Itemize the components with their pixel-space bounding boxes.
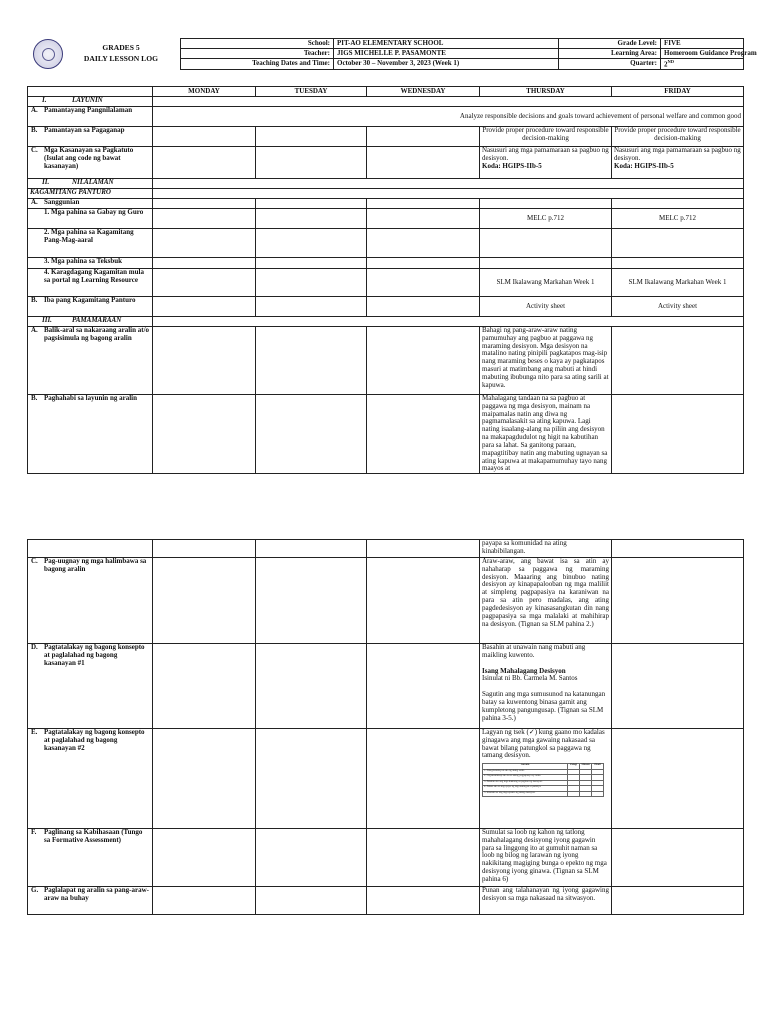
application-activity-thursday: Punan ang talahanayan ng iyong gagawing desisyon sa mga nakasaad na sitwasyon. [480, 887, 612, 915]
checklist-item: 5. Inaalam ko ang mga epekto ng aking desisyon. [483, 791, 568, 797]
deped-seal-logo [33, 39, 63, 69]
day-header-tuesday: TUESDAY [256, 87, 367, 97]
story-author: Isinulat ni Bb. Carmela M. Santos [482, 674, 578, 683]
empty-cell [256, 540, 367, 558]
section-title: LAYUNIN [72, 96, 103, 104]
daily-lesson-log-title: DAILY LESSON LOG [83, 54, 159, 63]
empty-cell [612, 258, 744, 269]
empty-cell [367, 147, 480, 179]
purpose-activity-thursday: Mahalagang tandaan na sa pagbuo at paggawa ng mga desisyon, mainam na maipamalas natin ang diwa ng pagmamalasakit sa ating kapuwa. Lagi nating isaalang-alang na piliin ang desisyon na makapagdudulot ng higit na kabutihan para sa lahat. Sa ganitong paraan, mapagtitibay natin ang mabuting ugnayan sa ating kapuwa at makapamumuhay tayo nang maayos at [480, 395, 612, 474]
row-label: Paglinang sa Kabihasaan (Tungo sa Formative Assessment) [44, 828, 143, 844]
empty-cell [256, 829, 367, 887]
row-letter: E. [31, 728, 38, 736]
section-title: PAMAMARAAN [72, 316, 122, 324]
competency-friday [612, 147, 744, 179]
discussion-2-thursday [480, 729, 612, 829]
teacher-label: Teacher: [181, 49, 334, 59]
empty-cell [256, 199, 367, 209]
empty-cell [153, 179, 744, 189]
other-materials-friday: Activity sheet [612, 297, 744, 317]
row-label: Iba pang Kagamitang Panturo [44, 296, 136, 304]
row-label-kagamitang-pang-mag-aaral: 2. Mga pahina sa Kagamitang Pang-Mag-aaral [28, 229, 153, 258]
checklist-instruction: Lagyan ng tsek (✓) kung gaano mo kadalas ginagawa ang mga gawaing nakasaad sa bawat bilang patungkol sa paggawa ng tamang desisyon. [482, 728, 605, 760]
empty-cell [153, 558, 256, 644]
empty-cell [367, 829, 480, 887]
empty-cell [256, 887, 367, 915]
empty-cell [153, 395, 256, 474]
row-letter: B. [31, 394, 38, 402]
quarter-number: 2 [664, 60, 668, 69]
checklist-header: Hindi [592, 764, 604, 770]
empty-cell [256, 269, 367, 297]
review-activity-thursday: Bahagi ng pang-araw-araw nating pamumuhay ang pagbuo at paggawa ng maraming desisyon. Mga desisyon na matalino nating pinipili pagkatapos mag-isip nang maraming beses o kaya ay pagkatapos masuri at matimbang ang mabuti at hindi mabuting ibubunga nito para sa ating sarili at kapuwa. [480, 327, 612, 395]
empty-cell [28, 540, 153, 558]
header-info-table [180, 38, 757, 70]
checkbox-cell[interactable] [592, 791, 604, 797]
grade-level-label: Grade Level: [559, 39, 661, 49]
day-header-thursday: THURSDAY [480, 87, 612, 97]
empty-cell [612, 558, 744, 644]
empty-cell [612, 199, 744, 209]
row-label-pagtatalakay-2 [28, 729, 153, 829]
empty-cell [367, 540, 480, 558]
empty-cell [367, 729, 480, 829]
competency-text: Nasusuri ang mga pamamaraan sa pagbuo ng desisyon. [614, 146, 741, 162]
empty-cell [256, 729, 367, 829]
row-label: Pamantayan sa Pagaganap [44, 126, 125, 134]
continued-text-thursday: payapa sa komunidad na ating kinabibilangan. [480, 540, 612, 558]
empty-cell [367, 887, 480, 915]
story-instruction: Basahin at unawain nang mabuti ang maikling kuwento. [482, 643, 586, 659]
checklist-header: Palagi [568, 764, 580, 770]
row-letter: B. [31, 296, 38, 304]
row-label-sanggunian [28, 199, 153, 209]
school-label: School: [181, 39, 334, 49]
section-pamamaraan [28, 317, 153, 327]
empty-cell [367, 199, 480, 209]
section-nilalaman [28, 179, 153, 189]
competency-thursday [480, 147, 612, 179]
decision-checklist-table [482, 763, 604, 797]
competency-code: Koda: HGIPS-IIb-5 [614, 161, 674, 170]
performance-standard-friday: Provide proper procedure toward responsible decision-making [612, 127, 744, 147]
empty-cell [480, 199, 612, 209]
grades-title: GRADES 5 [102, 43, 140, 52]
checklist-item: 3. Binubuo ko ang mga hakbang sa pagbuo ng desisyon. [483, 780, 568, 786]
empty-cell [153, 97, 744, 107]
empty-cell [256, 229, 367, 258]
empty-cell [153, 297, 256, 317]
empty-cell [612, 729, 744, 829]
competency-text: Nasusuri ang mga pamamaraan sa pagbuo ng desisyon. [482, 146, 609, 162]
row-label-pagtatalakay-1 [28, 644, 153, 729]
empty-cell [256, 297, 367, 317]
performance-standard-thursday: Provide proper procedure toward responsible decision-making [480, 127, 612, 147]
empty-cell [153, 229, 256, 258]
checkbox-cell[interactable] [580, 791, 592, 797]
row-letter: G. [31, 886, 39, 894]
empty-cell [153, 887, 256, 915]
empty-cell [153, 189, 744, 199]
empty-cell [256, 395, 367, 474]
teacher-value: JIGS MICHELLE P. PASAMONTE [334, 49, 559, 59]
examples-activity-thursday: Araw-araw, ang bawat isa sa atin ay nahaharap sa paggawa ng maraming desisyon. Maaaring ang binubuo nating desisyon ay kinapapalooban ng mga maliliit at simpleng pagpapasiya na karaniwan na para sa atin pero madalas, ang ating pagdedesisyon ay kinasasangkutan din nang pagpapasiya sa mga malalaki at mahihirap na desisyon. (Tignan sa SLM pahina 2.) [480, 558, 612, 644]
empty-cell [612, 540, 744, 558]
empty-cell [367, 127, 480, 147]
empty-cell [256, 644, 367, 729]
grade-level-value: FIVE [661, 39, 744, 49]
empty-cell [153, 540, 256, 558]
row-label-pag-uugnay [28, 558, 153, 644]
row-label-balik-aral [28, 327, 153, 395]
row-label-gabay-ng-guro: 1. Mga pahina sa Gabay ng Guro [28, 209, 153, 229]
checklist-item: 1. Pinagdedesisyon ako ng aking sarili. [483, 769, 568, 775]
school-value: PIT-AO ELEMENTARY SCHOOL [334, 39, 559, 49]
checklist-item: 4. Bukas ako sa mga payo ng mga kaibigan at pamilya. [483, 786, 568, 792]
section-number: III. [42, 316, 52, 324]
checklist-header: Minsan [580, 764, 592, 770]
kagamitang-panturo-heading: KAGAMITANG PANTURO [28, 189, 153, 199]
competency-code: Koda: HGIPS-IIb-5 [482, 161, 542, 170]
empty-cell [612, 887, 744, 915]
teacher-guide-friday: MELC p.712 [612, 209, 744, 229]
row-label-paghahabi [28, 395, 153, 474]
lesson-log-table-page-2 [27, 539, 744, 915]
empty-cell [367, 297, 480, 317]
discussion-1-thursday [480, 644, 612, 729]
row-label-pamantayang-pangnilalaman [28, 107, 153, 127]
empty-cell [480, 258, 612, 269]
story-title: Isang Mahalagang Desisyon [482, 666, 566, 675]
checklist-item: 2. Nagsusumikap ako na sa aking pagpapasya ay tama. [483, 775, 568, 781]
day-header-monday: MONDAY [153, 87, 256, 97]
learning-resource-thursday: SLM Ikalawang Markahan Week 1 [480, 269, 612, 297]
quarter-suffix: ND [667, 59, 674, 64]
day-header-wednesday: WEDNESDAY [367, 87, 480, 97]
empty-cell [367, 644, 480, 729]
row-label: Paghahabi sa layunin ng aralin [44, 394, 137, 402]
learning-resource-friday: SLM Ikalawang Markahan Week 1 [612, 269, 744, 297]
empty-cell [256, 558, 367, 644]
empty-cell [153, 209, 256, 229]
empty-cell [153, 258, 256, 269]
checklist-header: Gawain [483, 764, 568, 770]
empty-cell [256, 258, 367, 269]
empty-cell [256, 327, 367, 395]
empty-cell [153, 729, 256, 829]
row-letter: D. [31, 643, 38, 651]
empty-cell [256, 147, 367, 179]
section-number: II. [42, 178, 50, 186]
corner-cell [28, 87, 153, 97]
row-letter: A. [31, 326, 38, 334]
empty-cell [153, 644, 256, 729]
empty-cell [153, 829, 256, 887]
empty-cell [480, 229, 612, 258]
empty-cell [367, 395, 480, 474]
empty-cell [367, 269, 480, 297]
row-label: Pamantayang Pangnilalaman [44, 106, 133, 114]
row-label: Paglalapat ng aralin sa pang-araw-araw na buhay [44, 886, 150, 902]
row-letter: F. [31, 828, 37, 836]
section-title: NILALAMAN [72, 178, 114, 186]
empty-cell [612, 395, 744, 474]
row-label: Mga Kasanayan sa Pagkatuto (Isulat ang code ng bawat kasanayan) [44, 146, 134, 170]
row-label: Balik-aral sa nakaraang aralin at/o pagsisimula ng bagong aralin [44, 326, 150, 342]
row-label-teksbuk: 3. Mga pahina sa Teksbuk [28, 258, 153, 269]
empty-cell [367, 209, 480, 229]
empty-cell [153, 269, 256, 297]
teacher-guide-thursday: MELC p.712 [480, 209, 612, 229]
row-label: Sanggunian [44, 198, 80, 206]
empty-cell [367, 229, 480, 258]
row-label-paglinang [28, 829, 153, 887]
lesson-log-header [27, 38, 757, 69]
row-label: Pagtatalakay ng bagong konsepto at paglalahad ng bagong kasanayan #1 [44, 643, 145, 667]
empty-cell [153, 327, 256, 395]
empty-cell [612, 327, 744, 395]
story-questions: Sagutin ang mga sumusunod na katanungan batay sa kuwentong binasa gamit ang kumpletong pangungusap. (Tignan sa SLM pahina 3-5.) [482, 690, 606, 722]
other-materials-thursday: Activity sheet [480, 297, 612, 317]
row-label-paglalapat [28, 887, 153, 915]
learning-area-label: Learning Area: [559, 49, 661, 59]
row-label-iba-pang-kagamitan [28, 297, 153, 317]
empty-cell [367, 558, 480, 644]
row-label-mga-kasanayan [28, 147, 153, 179]
empty-cell [612, 644, 744, 729]
empty-cell [367, 258, 480, 269]
dates-value: October 30 – November 3, 2023 (Week 1) [334, 59, 559, 70]
empty-cell [153, 317, 744, 327]
row-letter: B. [31, 126, 38, 134]
quarter-value [661, 59, 744, 70]
empty-cell [153, 127, 256, 147]
empty-cell [256, 209, 367, 229]
objective-text: Analyze responsible decisions and goals toward achievement of personal welfare and common good [153, 107, 744, 127]
lesson-log-table-page-1 [27, 86, 744, 474]
learning-area-value: Homeroom Guidance Program [661, 49, 744, 59]
empty-cell [256, 127, 367, 147]
empty-cell [612, 829, 744, 887]
row-letter: C. [31, 557, 38, 565]
section-layunin [28, 97, 153, 107]
empty-cell [153, 199, 256, 209]
row-letter: A. [31, 198, 38, 206]
empty-cell [612, 229, 744, 258]
empty-cell [153, 147, 256, 179]
row-label: Pagtatalakay ng bagong konsepto at paglalahad ng bagong kasanayan #2 [44, 728, 145, 752]
dates-label: Teaching Dates and Time: [181, 59, 334, 70]
day-header-friday: FRIDAY [612, 87, 744, 97]
row-letter: A. [31, 106, 38, 114]
row-label: Pag-uugnay ng mga halimbawa sa bagong aralin [44, 557, 147, 573]
empty-cell [367, 327, 480, 395]
row-label-karagdagang-kagamitan: 4. Karagdagang Kagamitan mula sa portal ng Learning Resource [28, 269, 153, 297]
quarter-label: Quarter: [559, 59, 661, 70]
row-label-pamantayan-sa-pagaganap [28, 127, 153, 147]
section-number: I. [42, 96, 47, 104]
formative-activity-thursday: Sumulat sa loob ng kahon ng tatlong mahahalagang desisyong iyong gagawin para sa linggong ito at gumuhit naman sa loob ng bilog ng larawan ng iyong nakikitang magiging bunga o epekto ng mga desisyong iyong ginawa. (Tignan sa SLM pahina 6) [480, 829, 612, 887]
row-letter: C. [31, 146, 38, 154]
checkbox-cell[interactable] [568, 791, 580, 797]
